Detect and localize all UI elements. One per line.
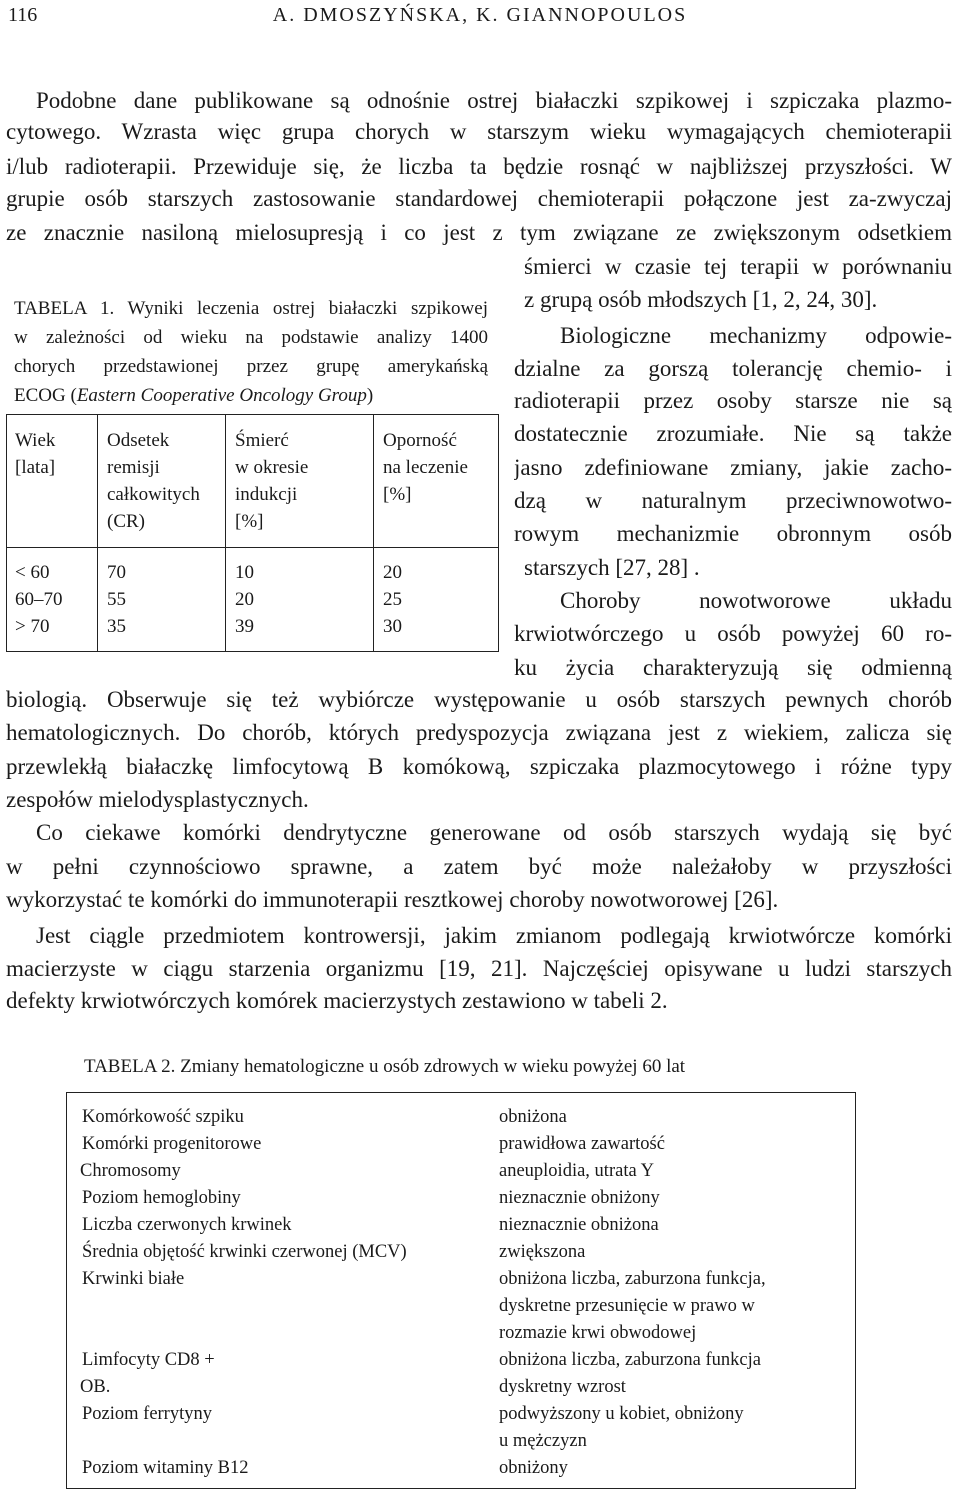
table2-right-1: obniżona bbox=[499, 1107, 567, 1127]
table2-right-13: u mężczyzn bbox=[499, 1431, 587, 1451]
table2-left-2: Komórki progenitorowe bbox=[82, 1134, 262, 1154]
para3-line-6: przewlekłą białaczkę limfocytową B komókową, szpiczaka plazmocytowego i różne typy bbox=[6, 754, 952, 779]
table2-right-14: obniżony bbox=[499, 1458, 568, 1478]
para3-line-7: zespołów mielodysplastycznych. bbox=[6, 787, 309, 812]
table1-header-death-line-1: Śmierć bbox=[235, 430, 289, 451]
table1-header-age-line-1: Wiek bbox=[15, 430, 56, 451]
para1-line-6: śmierci w czasie tej terapii w porównaniu bbox=[524, 254, 952, 279]
table1-cell: > 70 bbox=[15, 616, 50, 637]
para2-line-7: rowym mechanizmie obronnym osób bbox=[514, 521, 952, 546]
table1-col-divider bbox=[225, 415, 226, 651]
table2-left-5: Liczba czerwonych krwinek bbox=[82, 1215, 292, 1235]
table1-cell: 60–70 bbox=[15, 589, 63, 610]
table1-header-resistance-line-1: Oporność bbox=[383, 430, 457, 451]
table1-col-divider bbox=[97, 415, 98, 651]
table2-right-11: dyskretny wzrost bbox=[499, 1377, 626, 1397]
table1-cell: 70 bbox=[107, 562, 126, 583]
table1-col-divider bbox=[373, 415, 374, 651]
table2-left-6: Średnia objętość krwinki czerwonej (MCV) bbox=[82, 1242, 407, 1262]
para5-line-1: Jest ciągle przedmiotem kontrowersji, jakim zmianom podlegają krwiotwórcze komórki bbox=[36, 923, 952, 948]
para2-line-8: starszych [27, 28] . bbox=[524, 555, 700, 580]
para3-line-5: hematologicznych. Do chorób, których predyspozycja związana jest z wiekiem, zalicza się bbox=[6, 720, 952, 745]
table1-cell: 35 bbox=[107, 616, 126, 637]
para3-line-3: ku życia charakteryzują się odmienną bbox=[514, 655, 952, 680]
table1 bbox=[6, 414, 499, 652]
para1-line-4: grupie osób starszych zastosowanie standardowej chemioterapii połączone jest za-zwyczaj bbox=[6, 186, 952, 211]
table1-cell: 10 bbox=[235, 562, 254, 583]
table1-header-death-line-2: w okresie bbox=[235, 457, 309, 478]
para4-line-2: w pełni czynnościowo sprawne, a zatem być może należałoby w przyszłości bbox=[6, 854, 952, 879]
table1-header-resistance bbox=[383, 427, 468, 508]
table2-right-10: obniżona liczba, zaburzona funkcja bbox=[499, 1350, 761, 1370]
table2-right-8: dyskretne przesunięcie w prawo w bbox=[499, 1296, 755, 1316]
table2-left-1: Komórkowość szpiku bbox=[82, 1107, 244, 1127]
para2-line-2: dzialne za gorszą tolerancję chemio- i bbox=[514, 356, 952, 381]
table2-right-4: nieznacznie obniżony bbox=[499, 1188, 660, 1208]
table1-caption-line-4: ECOG (Eastern Cooperative Oncology Group) bbox=[14, 385, 374, 406]
table1-cell: 20 bbox=[383, 562, 402, 583]
table1-header-rule bbox=[7, 547, 498, 548]
table1-cell: 30 bbox=[383, 616, 402, 637]
para3-line-2: krwiotwórczego u osób powyżej 60 ro- bbox=[514, 621, 952, 646]
table2-right-9: rozmazie krwi obwodowej bbox=[499, 1323, 697, 1343]
para3-line-1: Choroby nowotworowe układu bbox=[560, 588, 952, 613]
para1-line-3: i/lub radioterapii. Przewiduje się, że liczba ta będzie rosnąć w najbliższej przyszłości. W bbox=[6, 154, 952, 179]
table2-right-3: aneuploidia, utrata Y bbox=[499, 1161, 654, 1181]
table1-caption-line-2: w zależności od wieku na podstawie analizy 1400 bbox=[14, 327, 488, 348]
table1-header-cr-line-2: remisji bbox=[107, 457, 160, 478]
para5-line-2: macierzyste w ciągu starzenia organizmu [19, 21]. Najczęściej opisywane u ludzi starszych bbox=[6, 956, 952, 981]
table1-col-age bbox=[15, 559, 63, 640]
table2-left-12: Poziom ferrytyny bbox=[82, 1404, 212, 1424]
table1-header-resistance-line-3: [%] bbox=[383, 484, 412, 505]
para3-line-4: biologią. Obserwuje się też wybiórcze występowanie u osób starszych pewnych chorób bbox=[6, 687, 952, 712]
table1-cell: 25 bbox=[383, 589, 402, 610]
table2-right-5: nieznacznie obniżona bbox=[499, 1215, 659, 1235]
table2-left-7: Krwinki białe bbox=[82, 1269, 185, 1289]
table2-left-11: OB. bbox=[80, 1377, 111, 1397]
table1-caption-line-3: chorych przedstawionej przez grupę amerykańską bbox=[14, 356, 488, 377]
table1-header-cr-line-1: Odsetek bbox=[107, 430, 170, 451]
table1-col-death bbox=[235, 559, 254, 640]
para1-line-1: Podobne dane publikowane są odnośnie ostrej białaczki szpikowej i szpiczaka plazmo- bbox=[36, 88, 952, 113]
table1-header-cr-line-3: całkowitych bbox=[107, 484, 200, 505]
table2-right-6: zwiększona bbox=[499, 1242, 586, 1262]
para1-line-7: z grupą osób młodszych [1, 2, 24, 30]. bbox=[524, 287, 878, 312]
table1-cell: < 60 bbox=[15, 562, 50, 583]
table1-header-death-line-3: indukcji bbox=[235, 484, 298, 505]
table1-header-death bbox=[235, 427, 308, 535]
table1-col-cr bbox=[107, 559, 126, 640]
table1-header-death-line-4: [%] bbox=[235, 511, 264, 532]
table2-left-10: Limfocyty CD8 + bbox=[82, 1350, 215, 1370]
running-head: A. DMOSZYŃSKA, K. GIANNOPOULOS bbox=[272, 4, 688, 26]
table1-header-age-line-2: [lata] bbox=[15, 457, 56, 478]
para1-line-5: ze znacznie nasiloną mielosupresją i co jest z tym związane ze zwiększonym odsetkiem bbox=[6, 220, 952, 245]
para4-line-1: Co ciekawe komórki dendrytyczne generowane od osób starszych wydają się być bbox=[36, 820, 952, 845]
table2-left-14: Poziom witaminy B12 bbox=[82, 1458, 249, 1478]
table1-caption-line-1: TABELA 1. Wyniki leczenia ostrej białaczki szpikowej bbox=[14, 298, 488, 319]
table1-header-age bbox=[15, 427, 55, 481]
table1-cell: 39 bbox=[235, 616, 254, 637]
table2-right-2: prawidłowa zawartość bbox=[499, 1134, 665, 1154]
para4-line-3: wykorzystać te komórki do immunoterapii resztkowej choroby nowotworowej [26]. bbox=[6, 887, 779, 912]
table2-left-3: Chromosomy bbox=[80, 1161, 181, 1181]
para2-line-1: Biologiczne mechanizmy odpowie- bbox=[560, 323, 952, 348]
table2-right-12: podwyższony u kobiet, obniżony bbox=[499, 1404, 744, 1424]
para1-line-2: cytowego. Wzrasta więc grupa chorych w starszym wieku wymagających chemioterapii bbox=[6, 119, 952, 144]
running-header bbox=[8, 4, 952, 30]
para2-line-5: jasno zdefiniowane zmiany, jakie zacho- bbox=[514, 455, 952, 480]
table2-caption: TABELA 2. Zmiany hematologiczne u osób zdrowych w wieku powyżej 60 lat bbox=[84, 1056, 686, 1077]
table2-right-7: obniżona liczba, zaburzona funkcja, bbox=[499, 1269, 766, 1289]
para2-line-3: radioterapii przez osoby starsze nie są bbox=[514, 388, 952, 413]
table1-header-resistance-line-2: na leczenie bbox=[383, 457, 468, 478]
table2-left-4: Poziom hemoglobiny bbox=[82, 1188, 241, 1208]
para2-line-6: dzą w naturalnym przeciwnowotwo- bbox=[514, 488, 952, 513]
para2-line-4: dostatecznie zrozumiałe. Nie są także bbox=[514, 421, 952, 446]
table1-col-resistance bbox=[383, 559, 402, 640]
table2 bbox=[66, 1092, 856, 1489]
para5-line-3: defekty krwiotwórczych komórek macierzystych zestawiono w tabeli 2. bbox=[6, 988, 668, 1013]
table1-header-cr-line-4: (CR) bbox=[107, 511, 145, 532]
table1-cell: 55 bbox=[107, 589, 126, 610]
page-number: 116 bbox=[8, 4, 38, 26]
table1-header-cr bbox=[107, 427, 200, 535]
table1-caption bbox=[14, 294, 488, 410]
table1-cell: 20 bbox=[235, 589, 254, 610]
